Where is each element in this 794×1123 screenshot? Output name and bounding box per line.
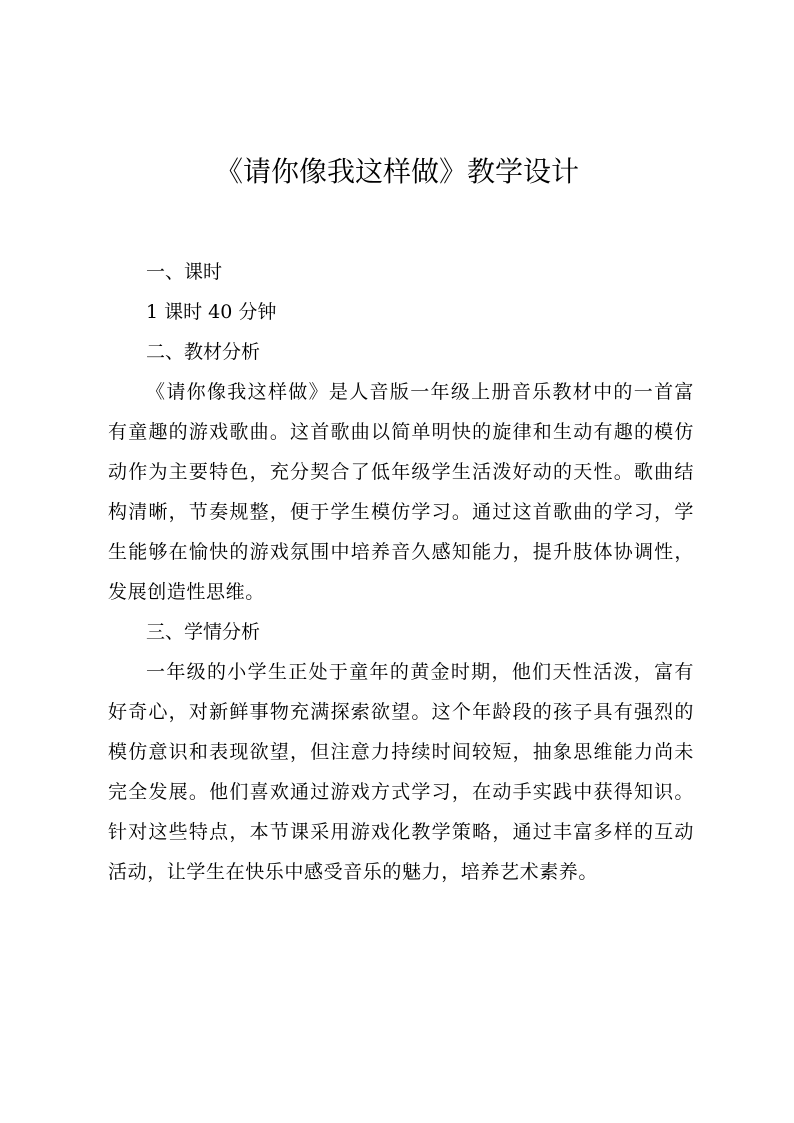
section-textbook-analysis [108, 332, 694, 612]
document-title: 《请你像我这样做》教学设计 [214, 155, 579, 188]
section-heading: 三、学情分析 [146, 621, 261, 643]
section-lesson-hours [108, 252, 694, 332]
section-student-analysis [108, 612, 694, 892]
section-body: 1 课时 40 分钟 [146, 301, 277, 323]
section-body: 《请你像我这样做》是人音版一年级上册音乐教材中的一首富有童趣的游戏歌曲。这首歌曲以简单明快的旋律和生动有趣的模仿动作为主要特色，充分契合了低年级学生活泼好动的天性。歌曲结构清晰，节奏规整，便于学生模仿学习。通过这首歌曲的学习，学生能够在愉快的游戏氛围中培养音久感知能力，提升肢体协调性，发展创造性思维。 [108, 381, 694, 603]
section-heading: 一、课时 [146, 261, 223, 283]
section-heading: 二、教材分析 [146, 341, 261, 363]
document-body [108, 252, 694, 892]
section-body: 一年级的小学生正处于童年的黄金时期，他们天性活泼，富有好奇心，对新鲜事物充满探索欲望。这个年龄段的孩子具有强烈的模仿意识和表现欲望，但注意力持续时间较短，抽象思维能力尚未完全发展。他们喜欢通过游戏方式学习，在动手实践中获得知识。针对这些特点，本节课采用游戏化教学策略，通过丰富多样的互动活动，让学生在快乐中感受音乐的魅力，培养艺术素养。 [108, 661, 694, 883]
